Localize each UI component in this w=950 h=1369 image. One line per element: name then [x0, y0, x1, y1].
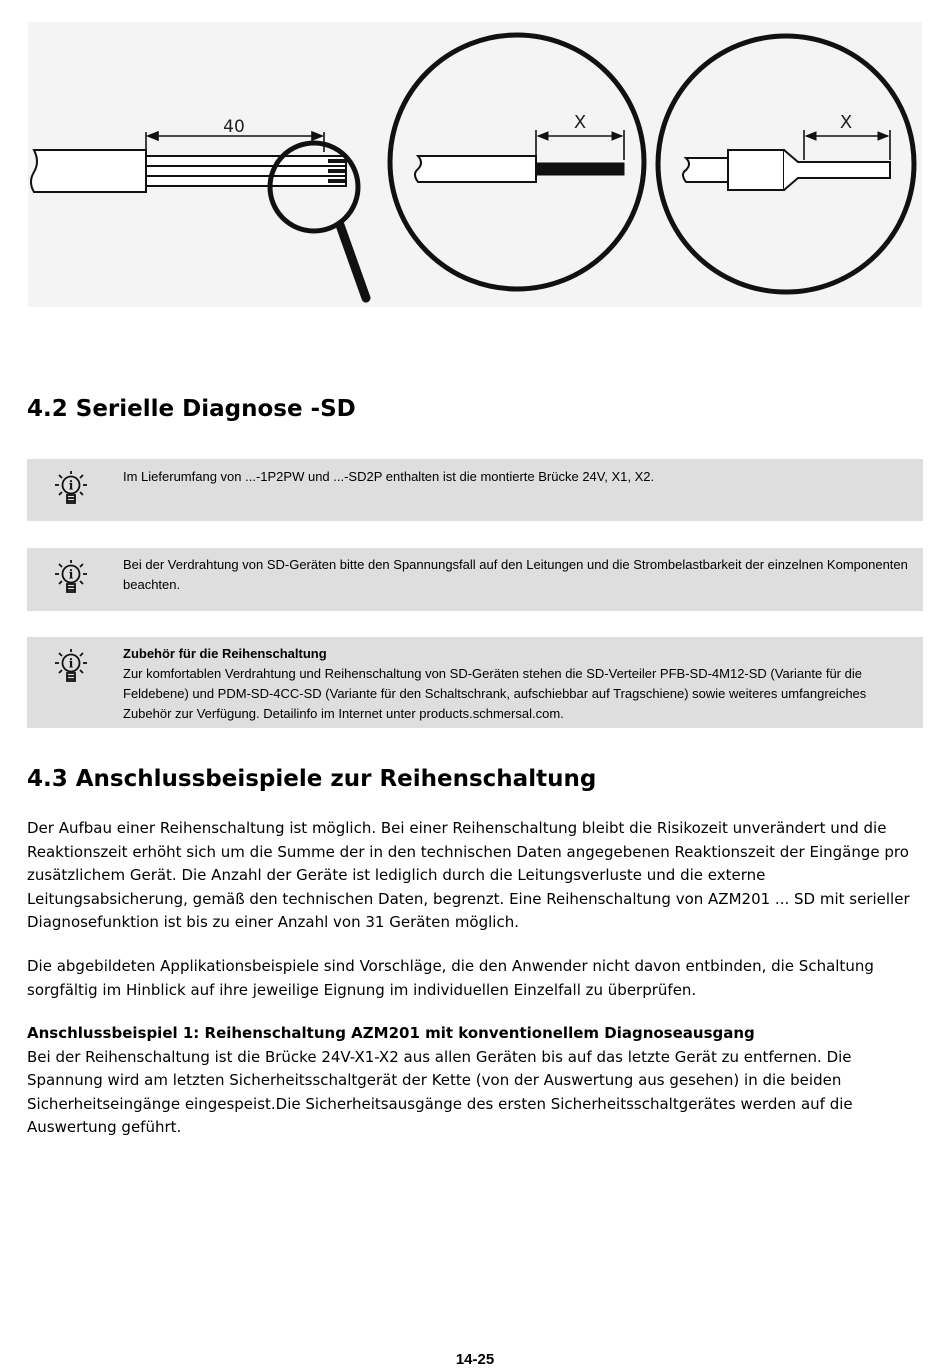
paragraph-example-1 [27, 1022, 923, 1140]
lightbulb-info-icon [51, 648, 91, 688]
detail-circle-stripped-wire [390, 35, 644, 289]
lightbulb-info-icon [51, 470, 91, 510]
section-4-2-heading: 4.2 Serielle Diagnose -SD [27, 396, 356, 422]
paragraph-application-disclaimer: Die abgebildeten Applikationsbeispiele sind Vorschläge, die den Anwender nicht davon entbinden, die Schaltung sorgfältig im Hinblick auf ihre jeweilige Eignung im individuellen Einzelfall zu überprüfen. [27, 957, 874, 999]
dimension-label-40: 40 [223, 117, 245, 137]
detail-circle-ferrule [658, 36, 914, 292]
cable-drawing [31, 150, 346, 192]
page-number: 14-25 [455, 1351, 495, 1368]
svg-text:i: i [68, 656, 74, 671]
section-4-3-heading: 4.3 Anschlussbeispiele zur Reihenschaltung [27, 766, 597, 792]
strip-length-label-2: X [839, 112, 853, 133]
info-note-1 [27, 459, 923, 521]
info-note-2 [27, 548, 923, 611]
example-1-title: Anschlussbeispiel 1: Reihenschaltung AZM201 mit konventionellem Diagnoseausgang [27, 1024, 755, 1042]
svg-text:i: i [68, 478, 74, 493]
note-text: Bei der Verdrahtung von SD-Geräten bitte den Spannungsfall auf den Leitungen und die Strombelastbarkeit der einzelnen Komponenten beachten. [123, 557, 908, 592]
paragraph-series-connection: Der Aufbau einer Reihenschaltung ist möglich. Bei einer Reihenschaltung bleibt die Risikozeit unverändert und die Reaktionszeit erhöht sich um die Summe der in den technischen Daten angegebenen Reaktionszeit der Eingänge pro zusätzlichem Gerät. Die Anzahl der Geräte ist lediglich durch die Leitungsverluste und die externe Leitungsabsicherung, gemäß den technischen Daten, begrenzt. Eine Reihenschaltung von AZM201 ... SD mit serieller Diagnosefunktion ist bis zu einer Anzahl von 31 Geräten möglich. [27, 819, 910, 932]
strip-length-label-1: X [573, 112, 587, 133]
info-note-3 [27, 637, 923, 728]
note-title: Zubehör für die Reihenschaltung [123, 646, 327, 661]
cable-stripping-figure [28, 22, 922, 307]
example-1-text: Bei der Reihenschaltung ist die Brücke 24V-X1-X2 aus allen Geräten bis auf das letzte Gerät zu entfernen. Die Spannung wird am letzten Sicherheitsschaltgerät der Kette (von der Auswertung aus gesehen) in die beiden Sicherheitseingänge eingespeist.Die Sicherheitsausgänge des ersten Sicherheitsschaltgerätes werden auf die Auswertung geführt. [27, 1047, 853, 1137]
note-text: Im Lieferumfang von ...-1P2PW und ...-SD2P enthalten ist die montierte Brücke 24V, X1, X2. [123, 469, 655, 484]
svg-text:i: i [68, 567, 74, 582]
lightbulb-info-icon [51, 559, 91, 599]
note-text: Zur komfortablen Verdrahtung und Reihenschaltung von SD-Geräten stehen die SD-Verteiler PFB-SD-4M12-SD (Variante für die Feldebene) und PDM-SD-4CC-SD (Variante für den Schaltschrank, aufschiebbar auf Tragschiene) sowie weiteres umfangreiches Zubehör zur Verfügung. Detailinfo im Internet unter products.schmersal.com. [123, 666, 867, 721]
